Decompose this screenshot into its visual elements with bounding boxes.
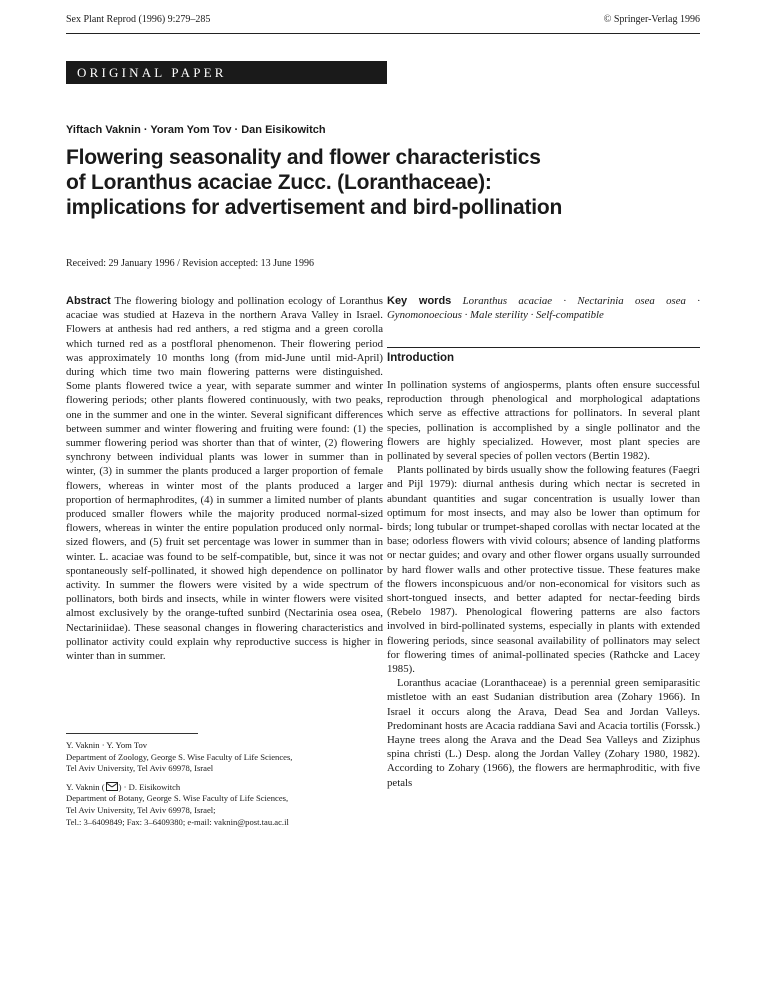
title-line-1: Flowering seasonality and flower characteristics	[66, 146, 541, 169]
article-type-label: ORIGINAL PAPER	[77, 65, 227, 80]
affil-2-names: Y. Vaknin ( ) · D. Eisikowitch	[66, 781, 181, 792]
introduction-heading: Introduction	[387, 352, 455, 364]
keywords-text: Loranthus acaciae · Nectarinia osea osea · Gynomonoecious · Male sterility · Self-compatible	[387, 295, 700, 322]
abstract-heading: Abstract	[66, 295, 111, 307]
intro-paragraph-2: Plants pollinated by birds usually show the following features (Faegri and Pijl 1979): diurnal anthesis during which nectar is secreted in abundant quantities and sugar concentration is usually lower than optimum for most insects, and may also be lower than optimum for birds; long tubular or trumpet-shaped corollas with nectar located at the base; odorless flowers with vivid colours; absence of landing platforms or nectar guides; and ovary and other flower organs usually surrounded by hard flower walls and other protective tissue. These features make the flowers inconspicuous and/or non-economical for visitors such as short-tongued insects, and better adapted for nectar-feeding birds (Rebelo 1987). Phenological flowering patterns are also factors involved in bird-pollinated systems, especially in plants with extended flowering periods, since seasonal availability of pollinators may select for flowering times of animal-pollinated species (Rathcke and Lacey 1985).	[387, 464, 700, 676]
abstract-block	[66, 294, 383, 663]
journal-citation: Sex Plant Reprod (1996) 9:279–285	[66, 14, 211, 25]
section-rule	[387, 347, 700, 348]
affil-1-univ: Tel Aviv University, Tel Aviv 69978, Israel	[66, 763, 214, 774]
affil-1-names: Y. Vaknin · Y. Yom Tov	[66, 740, 148, 750]
paper-title	[66, 145, 706, 220]
keywords-block	[387, 294, 700, 322]
abstract-text: The flowering biology and pollination ecology of Loranthus acaciae was studied at Hazeva in the northern Arava Valley in Israel. Flowers at anthesis had red anthers, a red stigma and a green corolla which turned red as a postfloral phenomenon. Their flowering period was approximately 10 months long (from mid-June until mid-April) during which time two main flowering patterns were distinguished. Some plants flowered twice a year, with separate summer and winter flowering periods; other plants flowered continuously, with two peaks, one in the summer and one in the winter. Several significant differences between summer and winter flowering and fruiting were found: (1) the summer flowering period was shorter than that of winter, (2) flowering synchrony between individual plants was lower in summer than in winter, (3) in summer the plants produced a larger proportion of female flowers, whereas in winter most of the plants produced a larger proportion of hermaphrodites, (4) in summer a limited number of plants produced smaller flowers while the majority produced normal-sized flowers, whereas in winter the entire population produced only normal-sized flowers, and (5) fruit set percentage was lower in summer than in winter. L. acaciae was found to be self-compatible, but, since it was not spontaneously self-pollinated, it showed high dependence on pollinator activity. In summer the flowers were visited by a wide spectrum of pollinators, both birds and insects, while in winter flowers were visited almost exclusively by the orange-tufted sunbird (Nectarinia osea osea, Nectariniidae). These seasonal changes in flowering characteristics and pollinator activity could explain why reproductive success is higher in winter than in summer.	[66, 295, 384, 663]
affil-2-dept: Department of Botany, George S. Wise Faculty of Life Sciences,	[66, 793, 289, 804]
received-dates: Received: 29 January 1996 / Revision accepted: 13 June 1996	[66, 258, 314, 269]
affil-2-univ: Tel Aviv University, Tel Aviv 69978, Israel;	[66, 804, 216, 815]
author-list: Yiftach Vaknin · Yoram Yom Tov · Dan Eisikowitch	[66, 124, 326, 136]
keywords-heading: Key words	[387, 295, 452, 307]
title-line-3: implications for advertisement and bird-pollination	[66, 196, 563, 219]
title-line-2: of Loranthus acaciae Zucc. (Loranthaceae):	[66, 171, 492, 194]
header-rule	[66, 33, 700, 34]
affil-1-dept: Department of Zoology, George S. Wise Faculty of Life Sciences,	[66, 751, 293, 762]
intro-paragraph-3: Loranthus acaciae (Loranthaceae) is a perennial green semiparasitic mistletoe with an east Sudanian distribution area (Zohary 1966). In Israel it occurs along the Arava, Dead Sea and Jordan Valleys. Predominant hosts are Acacia raddiana Savi and Acacia tortilis (Forssk.) Hayne trees along the Arava and the Dead Sea Valleys and Ziziphus spina christi (L.) Desp. along the Jordan Valley (Zohary 1980, 1982). According to Zohary (1966), the flowers are hermaphroditic, with five petals	[387, 677, 700, 789]
affiliation-rule	[66, 733, 198, 734]
intro-paragraph-1: In pollination systems of angiosperms, plants often ensure successful reproduction through phenological and morphological adaptations which serve as effective attractions for pollinators. In several plant species, pollination is accomplished by a single pollinator and the flowers are highly specialized. However, most plant species are pollinated by several species of pollen vectors (Bertin 1982).	[387, 379, 700, 463]
introduction-body	[387, 378, 700, 790]
copyright: © Springer-Verlag 1996	[603, 14, 700, 25]
affiliations	[66, 740, 383, 828]
affil-2-contact: Tel.: 3–6409849; Fax: 3–6409380; e-mail: vaknin@post.tau.ac.il	[66, 816, 289, 827]
envelope-icon	[106, 782, 118, 791]
